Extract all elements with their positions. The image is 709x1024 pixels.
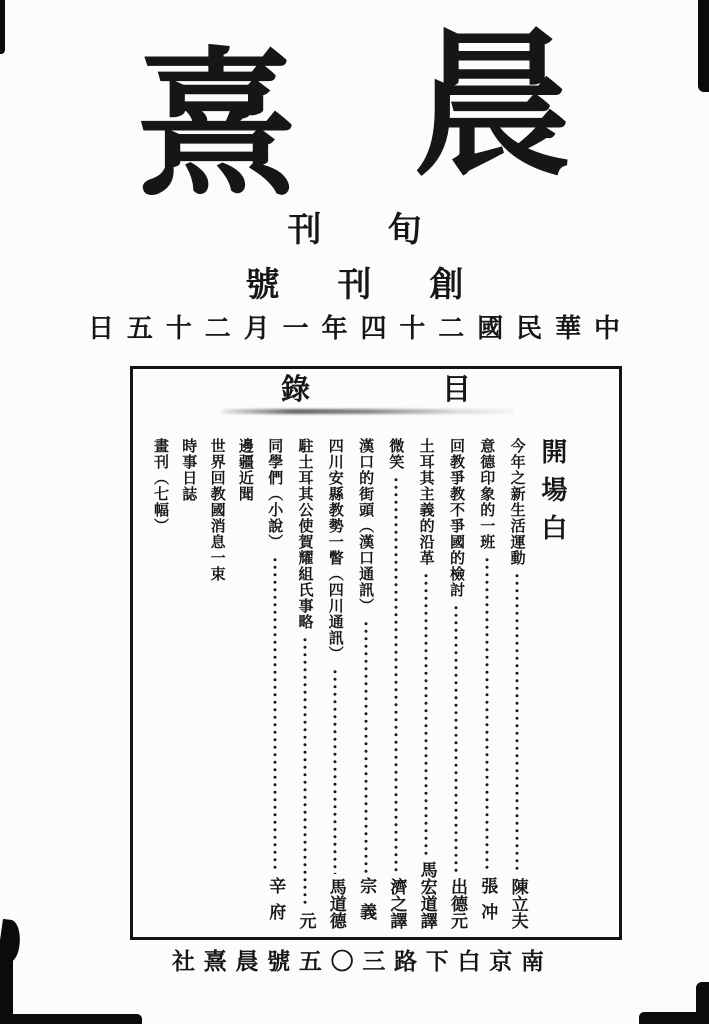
scan-artifact-bottom-left-blob — [0, 919, 23, 963]
toc-entry-title: 漢口的街頭︵漢口通訊︶ — [357, 438, 376, 614]
char: 刊 — [287, 210, 322, 250]
toc-entry — [265, 438, 286, 929]
scan-artifact-bottom-right-edge — [639, 1012, 709, 1024]
masthead-title — [0, 12, 709, 218]
scan-artifact-bottom-edge — [0, 1014, 142, 1024]
char: 刊 — [337, 265, 372, 305]
char: 民 — [516, 314, 543, 344]
char: 創 — [429, 265, 464, 305]
char: 社 — [172, 948, 195, 975]
toc-dotted-leader — [515, 572, 519, 874]
toc-entry-title: 駐土耳其公使賀耀組氏事略 — [296, 438, 315, 630]
toc-entry-title: 微笑 — [387, 438, 406, 470]
char: 二 — [438, 314, 465, 344]
toc-entry — [509, 438, 526, 929]
toc-entry — [180, 438, 199, 929]
char: 晨 — [413, 12, 572, 198]
char: 三 — [362, 948, 386, 975]
toc-entry-author: 馬道德 — [325, 878, 346, 929]
char: 晨 — [235, 948, 259, 975]
char: 中 — [593, 314, 620, 344]
toc-entry-title: 邊疆近聞 — [236, 438, 255, 502]
char: 白 — [457, 948, 481, 975]
char: 南 — [520, 948, 544, 975]
publisher-address — [172, 950, 544, 973]
toc-dotted-leader — [394, 476, 398, 874]
char: 下 — [425, 948, 449, 975]
toc-entry — [356, 438, 377, 929]
toc-entry — [418, 438, 435, 929]
char: 熹 — [203, 948, 227, 975]
toc-dotted-leader — [364, 620, 368, 873]
toc-entry-title: 四川安縣教勢一瞥︵四川通訊︶ — [326, 438, 345, 662]
toc-dotted-leader — [333, 668, 337, 874]
toc-entry — [238, 438, 253, 929]
char: 京 — [489, 948, 513, 975]
char: 目 — [442, 372, 472, 406]
toc-entry-title: 回教爭教不爭國的檢討 — [447, 438, 466, 598]
char: 旬 — [387, 210, 422, 250]
toc-entry-author: 宗義 — [356, 877, 377, 929]
toc-dotted-leader — [303, 636, 307, 908]
toc-heading-rule-smudge — [221, 409, 515, 414]
toc-entry-title: 土耳其主義的沿革 — [417, 438, 436, 566]
toc-box — [130, 366, 622, 940]
toc-dotted-leader — [273, 556, 277, 873]
char: 二 — [204, 314, 231, 344]
toc-entry-title: 畫刊︵七幅︶ — [152, 438, 170, 534]
toc-entry-author: 出德元 — [446, 878, 467, 929]
char: 年 — [321, 314, 348, 344]
toc-entries — [153, 438, 565, 929]
toc-entry — [386, 438, 407, 929]
toc-entry-author: 馬宏道譯 — [416, 861, 437, 929]
char: 十 — [165, 314, 192, 344]
toc-entry-title: 開場白 — [536, 438, 567, 552]
toc-heading — [133, 372, 619, 406]
toc-dotted-leader — [454, 604, 458, 874]
char: 號 — [245, 265, 280, 305]
char: 日 — [88, 314, 115, 344]
toc-entry-title: 今年之新生活運動 — [508, 438, 527, 566]
char: 四 — [360, 314, 387, 344]
masthead-issue-label — [0, 265, 709, 305]
char: 熹 — [137, 32, 296, 218]
char: 號 — [267, 948, 291, 975]
toc-entry-author: 陳立夫 — [507, 878, 528, 929]
toc-entry-author: 濟之譯 — [386, 878, 407, 929]
toc-entry-author: 辛府 — [265, 877, 286, 929]
toc-entry-author: 元 — [295, 912, 316, 929]
publication-date — [88, 316, 620, 342]
toc-entry-title: 同學們︵小說︶ — [266, 438, 285, 550]
char: 錄 — [280, 372, 310, 406]
toc-entry — [536, 438, 567, 929]
char: 五 — [298, 948, 322, 975]
toc-entry — [448, 438, 465, 929]
masthead-subtitle — [0, 210, 709, 250]
toc-entry — [477, 438, 498, 929]
toc-dotted-leader — [485, 556, 489, 873]
toc-dotted-leader — [424, 572, 428, 857]
toc-entry — [153, 438, 168, 929]
char: 國 — [477, 314, 504, 344]
char: 月 — [243, 314, 270, 344]
char: 五 — [126, 314, 153, 344]
toc-entry-author: 張冲 — [477, 877, 498, 929]
toc-entry-title: 時事日誌 — [180, 438, 199, 502]
char: 華 — [555, 314, 582, 344]
char: 十 — [399, 314, 426, 344]
toc-entry-title: 意德印象的一班 — [478, 438, 497, 550]
char: 路 — [394, 948, 418, 975]
char: 〇 — [330, 948, 354, 975]
toc-entry-title: 世界回教國消息一束 — [208, 438, 227, 582]
toc-entry — [295, 438, 316, 929]
char: 一 — [282, 314, 309, 344]
toc-entry — [327, 438, 344, 929]
toc-entry — [210, 438, 225, 929]
